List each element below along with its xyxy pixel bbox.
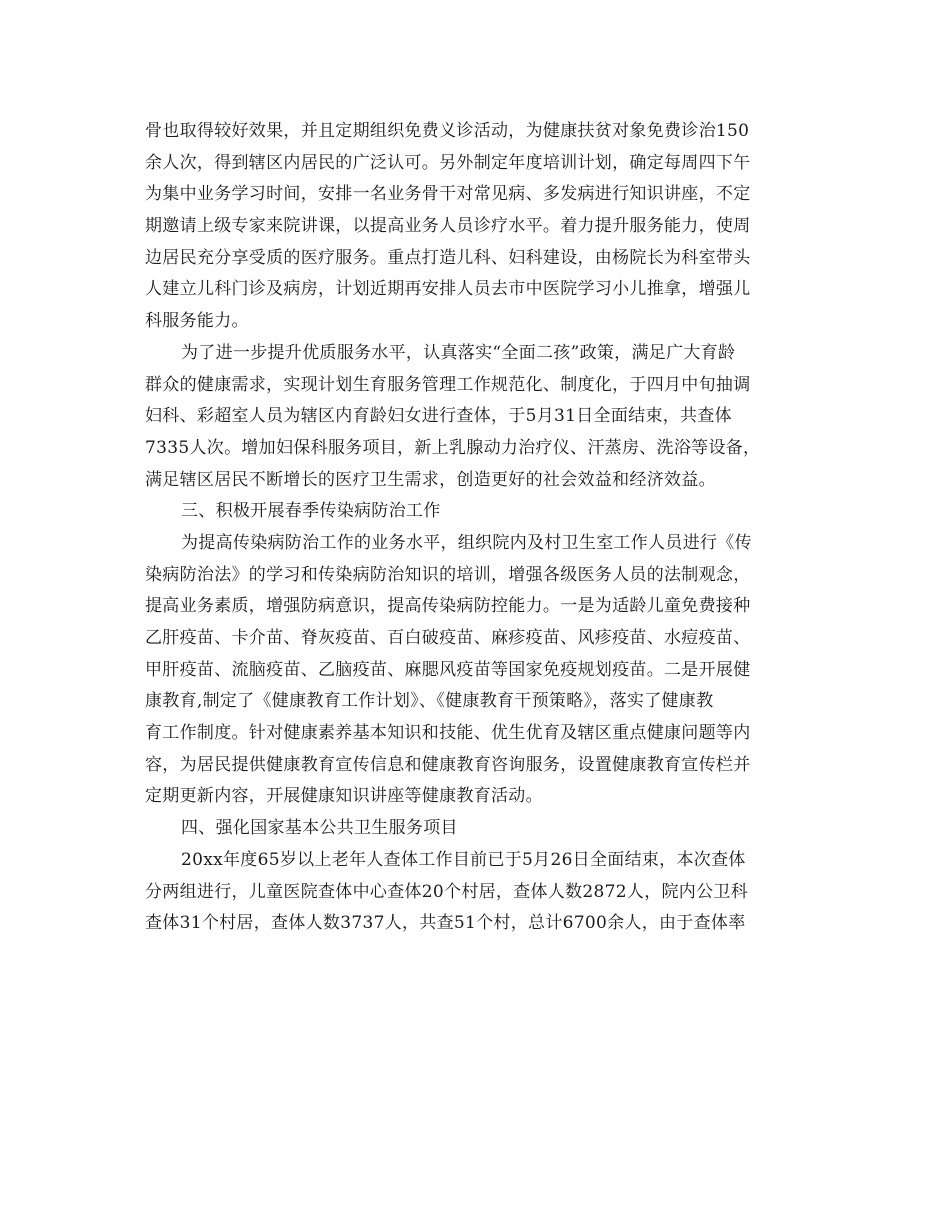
paragraph-start-line: 20xx年度65岁以上老年人查体工作目前已于5月26日全面结束，本次查体 xyxy=(181,849,746,870)
text-line: 提高业务素质，增强防病意识，提高传染病防控能力。一是为适龄儿童免费接种 xyxy=(145,596,751,617)
text-line: 染病防治法》的学习和传染病防治知识的培训，增强各级医务人员的法制观念， xyxy=(145,564,751,585)
text-line: 妇科、彩超室人员为辖区内育龄妇女进行查体，于5月31日全面结束，共查体 xyxy=(145,406,732,427)
section-heading: 四、强化国家基本公共卫生服务项目 xyxy=(181,818,458,839)
text-line: 边居民充分享受质的医疗服务。重点打造儿科、妇科建设，由杨院长为科室带头 xyxy=(145,247,751,268)
text-line: 群众的健康需求，实现计划生育服务管理工作规范化、制度化，于四月中旬抽调 xyxy=(145,374,751,395)
text-line: 康教育,制定了《健康教育工作计划》、《健康教育干预策略》，落实了健康教 xyxy=(145,691,714,712)
text-line: 期邀请上级专家来院讲课，以提高业务人员诊疗水平。着力提升服务能力，使周 xyxy=(145,216,751,237)
text-line: 7335人次。增加妇保科服务项目，新上乳腺动力治疗仪、汗蒸房、洗浴等设备， xyxy=(145,437,761,458)
paragraph-start-line: 为提高传染病防治工作的业务水平，组织院内及村卫生室工作人员进行《传 xyxy=(181,532,752,553)
text-line: 查体31个村居，查体人数3737人，共查51个村，总计6700余人，由于查体率 xyxy=(145,913,746,934)
text-line: 育工作制度。针对健康素养基本知识和技能、优生优育及辖区重点健康问题等内 xyxy=(145,723,751,744)
text-line: 科服务能力。 xyxy=(145,311,249,332)
paragraph-start-line: 为了进一步提升优质服务水平，认真落实“全面二孩”政策，满足广大育龄 xyxy=(181,342,736,363)
text-line: 为集中业务学习时间，安排一名业务骨干对常见病、多发病进行知识讲座，不定 xyxy=(145,184,751,205)
text-line: 定期更新内容，开展健康知识讲座等健康教育活动。 xyxy=(145,786,543,807)
text-line: 人建立儿科门诊及病房，计划近期再安排人员去市中医院学习小儿推拿，增强儿 xyxy=(145,279,751,300)
text-line: 乙肝疫苗、卡介苗、脊灰疫苗、百白破疫苗、麻疹疫苗、风疹疫苗、水痘疫苗、 xyxy=(145,628,751,648)
text-line: 满足辖区居民不断增长的医疗卫生需求，创造更好的社会效益和经济效益。 xyxy=(145,469,716,490)
section-heading: 三、积极开展春季传染病防治工作 xyxy=(181,501,441,522)
text-line: 容，为居民提供健康教育宣传信息和健康教育咨询服务，设置健康教育宣传栏并 xyxy=(145,754,751,775)
text-line: 余人次，得到辖区内居民的广泛认可。另外制定年度培训计划，确定每周四下午 xyxy=(145,152,751,173)
text-line: 分两组进行，儿童医院查体中心查体20个村居，查体人数2872人，院内公卫科 xyxy=(145,881,748,902)
text-line: 骨也取得较好效果，并且定期组织免费义诊活动，为健康扶贫对象免费诊治150 xyxy=(145,121,750,141)
document-body xyxy=(145,116,805,940)
text-line: 甲肝疫苗、流脑疫苗、乙脑疫苗、麻腮风疫苗等国家免疫规划疫苗。二是开展健 xyxy=(145,659,751,680)
